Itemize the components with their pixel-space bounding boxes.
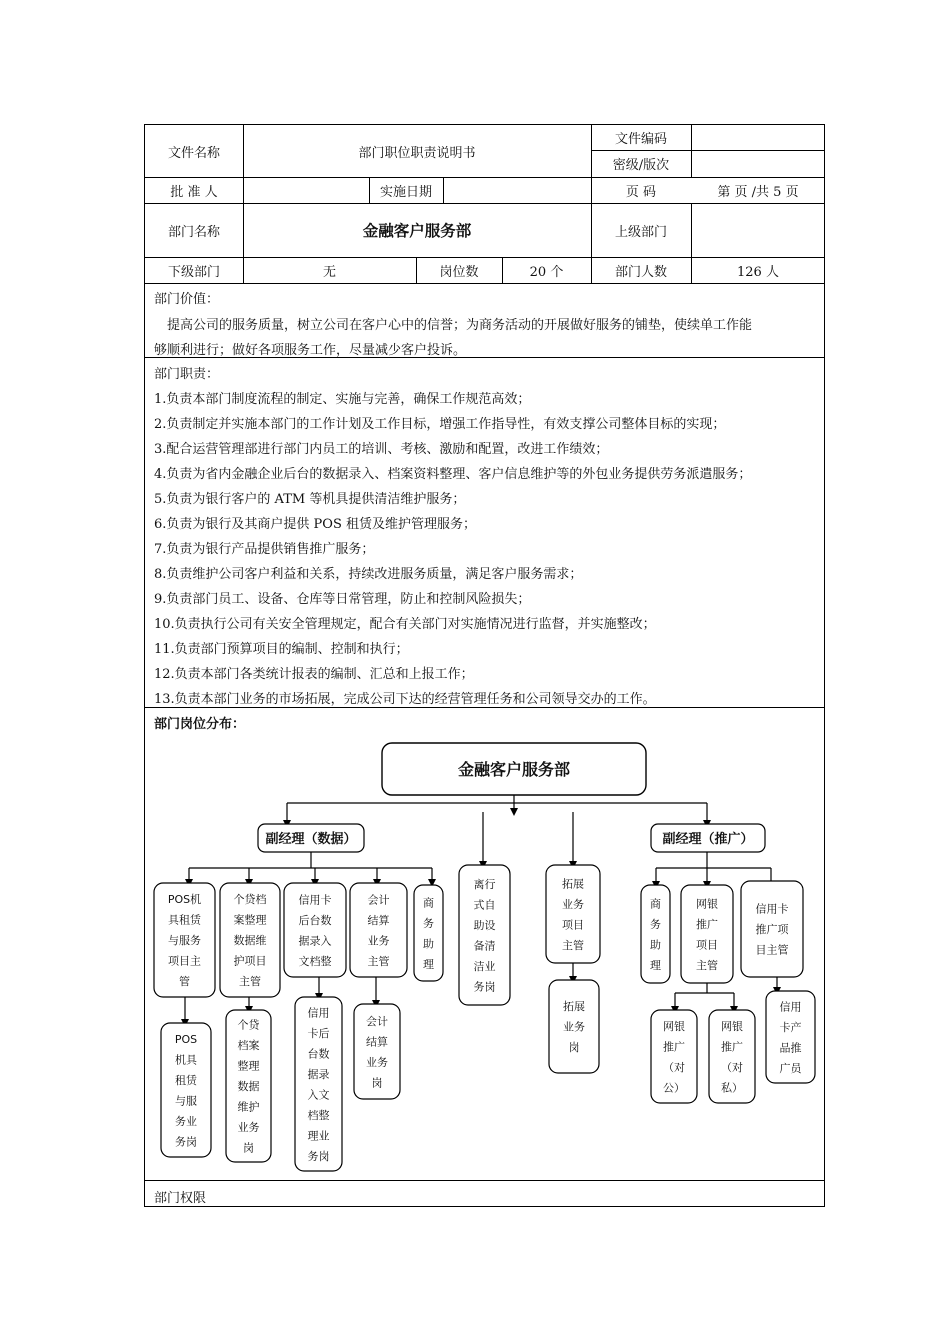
vp-promo-box-label: 副经理（推广） <box>662 831 754 847</box>
offline-box-label: 备清 <box>473 939 496 953</box>
authority-heading: 部门权限 <box>154 1191 207 1206</box>
card-promo-staff-box-label: 信用 <box>779 1000 802 1014</box>
pos-mgr-box-label: 管 <box>179 975 190 989</box>
ebank-mgr-box-label: 网银 <box>696 897 718 911</box>
offline-box-label: 离行 <box>473 877 496 891</box>
card-promo-staff-box-label: 品推 <box>779 1041 802 1055</box>
duty-item: 2.负责制定并实施本部门的工作计划及工作目标，增强工作指导性，有效支撑公司整体目标的实现； <box>154 417 726 432</box>
card-promo-staff-box <box>766 991 815 1083</box>
acct-mgr-box <box>350 883 407 977</box>
approver-value <box>243 177 369 203</box>
biz-asst-1-box-label: 理 <box>423 957 434 971</box>
expand-mgr-box-label: 业务 <box>562 897 584 911</box>
expand-mgr-box-label: 拓展 <box>562 877 584 891</box>
expand-mgr-box-label: 项目 <box>562 918 584 932</box>
security-value <box>691 150 825 177</box>
upper-dept-label: 上级部门 <box>614 224 667 240</box>
card-promo-staff-box-label: 广员 <box>779 1061 802 1075</box>
pos-mgr-box-label: 具租赁 <box>168 913 201 927</box>
card-staff-box-label: 据录 <box>307 1067 330 1081</box>
pos-staff-box-label: POS <box>174 1032 198 1046</box>
org-root-box-label: 金融客户服务部 <box>457 760 571 780</box>
ebank-mgr-box-label: 推广 <box>696 917 718 931</box>
archive-staff-box-label: 整理 <box>237 1059 260 1073</box>
duty-item: 13.负责本部门业务的市场拓展，完成公司下达的经营管理任务和公司领导交办的工作。 <box>154 692 656 707</box>
duty-item: 7.负责为银行产品提供销售推广服务； <box>154 542 375 557</box>
duty-item: 6.负责为银行及其商户提供 POS 租赁及维护管理服务； <box>154 517 476 532</box>
archive-mgr-box-label: 个贷档 <box>233 893 267 907</box>
archive-staff-box-label: 个贷 <box>237 1018 260 1032</box>
positions-label: 岗位数 <box>439 264 479 280</box>
file-code-value <box>691 125 825 150</box>
archive-mgr-box-label: 主管 <box>239 975 261 989</box>
acct-mgr-box-label: 主管 <box>367 954 390 968</box>
org-heading: 部门岗位分布： <box>154 717 246 732</box>
duty-item: 10.负责执行公司有关安全管理规定，配合有关部门对实施情况进行监督，并实施整改； <box>154 617 656 632</box>
ebank-corp-box-label: 网银 <box>663 1019 685 1033</box>
biz-asst-2-box-label: 助 <box>650 938 661 952</box>
acct-staff-box <box>354 1004 400 1099</box>
duty-item: 4.负责为省内金融企业后台的数据录入、档案资料整理、客户信息维护等的外包业务提供劳务派遣服务； <box>154 467 752 482</box>
ebank-corp-box-label: （对 <box>663 1060 685 1074</box>
archive-mgr-box-label: 护项目 <box>233 954 267 968</box>
card-staff-box-label: 入文 <box>307 1088 330 1102</box>
offline-box-label: 助设 <box>473 918 496 932</box>
biz-asst-2-box-label: 理 <box>650 958 661 972</box>
archive-staff-box-label: 业务 <box>237 1121 260 1135</box>
archive-staff-box-label: 维护 <box>237 1100 260 1114</box>
card-staff-box-label: 台数 <box>307 1047 330 1061</box>
ebank-mgr-box-label: 主管 <box>696 958 718 972</box>
headcount-label: 部门人数 <box>614 264 667 280</box>
duty-item: 3.配合运营管理部进行部门内员工的培训、考核、激励和配置，改进工作绩效； <box>154 442 609 457</box>
vp-data-box <box>258 824 364 852</box>
biz-asst-2-box <box>641 885 670 983</box>
security-label: 密级/版次 <box>612 158 670 173</box>
pos-mgr-box-label: 项目主 <box>168 954 201 968</box>
page-value: 第 页 /共 5 页 <box>717 184 799 200</box>
file-name-label: 文件名称 <box>167 145 220 161</box>
expand-staff-box <box>549 980 599 1073</box>
card-staff-box-label: 理业 <box>307 1129 330 1143</box>
upper-dept-value <box>691 203 825 257</box>
ebank-priv-box <box>709 1010 755 1103</box>
biz-asst-2-box-label: 商 <box>650 897 661 911</box>
org-root-box <box>382 743 646 795</box>
pos-mgr-box-label: 与服务 <box>168 934 201 948</box>
pos-staff-box <box>161 1023 211 1157</box>
rule-org <box>145 1180 825 1181</box>
ebank-priv-box-label: 网银 <box>721 1019 743 1033</box>
expand-mgr-box-label: 主管 <box>562 938 584 952</box>
rule-row4 <box>145 283 825 284</box>
offline-box-label: 式自 <box>473 898 496 912</box>
card-promo-staff-box-label: 卡产 <box>779 1020 802 1034</box>
acct-mgr-box-label: 业务 <box>367 934 390 948</box>
pos-mgr-box <box>154 883 215 997</box>
value-heading: 部门价值： <box>154 292 220 307</box>
card-staff-box <box>295 997 342 1171</box>
ebank-corp-box-label: 公） <box>663 1081 685 1095</box>
ebank-priv-box-label: （对 <box>721 1060 743 1074</box>
pos-staff-box-label: 与服 <box>175 1094 197 1108</box>
dept-name-value: 金融客户服务部 <box>362 222 472 240</box>
impl-date-value <box>443 177 591 203</box>
acct-staff-box-label: 结算 <box>366 1035 388 1049</box>
dept-name-label: 部门名称 <box>167 224 220 240</box>
ebank-corp-box <box>651 1010 697 1103</box>
archive-staff-box <box>226 1010 271 1162</box>
archive-mgr-box-label: 数据维 <box>233 934 267 948</box>
expand-mgr-box <box>546 865 600 963</box>
duty-item: 11.负责部门预算项目的编制、控制和执行； <box>154 642 409 657</box>
archive-mgr-box-label: 案整理 <box>233 913 267 927</box>
file-name-value: 部门职位职责说明书 <box>358 145 476 161</box>
archive-mgr-box <box>220 883 280 997</box>
card-promo-mgr-box-label: 推广项 <box>755 923 789 937</box>
duties-heading: 部门职责： <box>154 367 220 382</box>
biz-asst-1-box <box>414 885 443 981</box>
card-staff-box-label: 信用 <box>307 1006 330 1020</box>
acct-staff-box-label: 岗 <box>371 1076 383 1090</box>
acct-mgr-box-label: 结算 <box>367 913 390 927</box>
offline-box-label: 务岗 <box>473 980 496 994</box>
org-chart <box>145 735 825 1180</box>
biz-asst-1-box-label: 助 <box>423 937 434 951</box>
document-page <box>144 124 825 1207</box>
archive-staff-box-label: 档案 <box>237 1039 260 1053</box>
vp-promo-box <box>651 824 765 852</box>
acct-staff-box-label: 会计 <box>366 1014 388 1028</box>
pos-staff-box-label: 务岗 <box>175 1135 197 1149</box>
vp-data-box-label: 副经理（数据） <box>265 831 357 847</box>
value-line-1: 提高公司的服务质量，树立公司在客户心中的信誉；为商务活动的开展做好服务的铺垫，使续单工作能 <box>167 318 753 333</box>
card-mgr-box <box>284 883 346 977</box>
duty-item: 5.负责为银行客户的 ATM 等机具提供清洁维护服务； <box>154 492 466 507</box>
duty-item: 1.负责本部门制度流程的制定、实施与完善，确保工作规范高效； <box>154 392 531 407</box>
ebank-corp-box-label: 推广 <box>663 1040 685 1054</box>
biz-asst-2-box-label: 务 <box>650 917 661 931</box>
headcount-value: 126 人 <box>737 264 779 280</box>
archive-staff-box-label: 数据 <box>237 1080 260 1094</box>
impl-date-label: 实施日期 <box>379 184 432 200</box>
expand-staff-box-label: 岗 <box>568 1041 580 1055</box>
pos-staff-box-label: 务业 <box>175 1114 197 1128</box>
card-promo-mgr-box-label: 目主管 <box>755 943 789 957</box>
expand-staff-box-label: 拓展 <box>563 1000 585 1014</box>
card-mgr-box-label: 后台数 <box>298 913 332 927</box>
card-promo-mgr-box <box>741 881 803 977</box>
expand-staff-box-label: 业务 <box>563 1020 585 1034</box>
duty-item: 9.负责部门员工、设备、仓库等日常管理，防止和控制风险损失； <box>154 592 531 607</box>
card-mgr-box-label: 据录入 <box>298 934 332 948</box>
card-mgr-box-label: 信用卡 <box>298 893 332 907</box>
offline-box-label: 洁业 <box>473 959 496 973</box>
biz-asst-1-box-label: 务 <box>423 916 434 930</box>
pos-staff-box-label: 机具 <box>175 1053 197 1067</box>
card-mgr-box-label: 文档整 <box>298 954 332 968</box>
card-staff-box-label: 档整 <box>307 1108 330 1122</box>
sub-dept-label: 下级部门 <box>167 264 220 280</box>
approver-label: 批 准 人 <box>170 184 218 200</box>
biz-asst-1-box-label: 商 <box>423 896 434 910</box>
acct-mgr-box-label: 会计 <box>367 893 390 907</box>
ebank-priv-box-label: 私） <box>721 1081 743 1095</box>
value-line-2: 够顺利进行；做好各项服务工作，尽量减少客户投诉。 <box>154 343 467 358</box>
rule-duties <box>145 707 825 708</box>
card-staff-box-label: 务岗 <box>307 1149 330 1163</box>
ebank-mgr-box-label: 项目 <box>696 938 718 952</box>
archive-staff-box-label: 岗 <box>243 1141 254 1155</box>
duty-item: 8.负责维护公司客户利益和关系，持续改进服务质量，满足客户服务需求； <box>154 567 583 582</box>
positions-value: 20 个 <box>529 264 564 280</box>
page-label: 页 码 <box>625 184 657 200</box>
duty-item: 12.负责本部门各类统计报表的编制、汇总和上报工作； <box>154 667 474 682</box>
ebank-mgr-box <box>681 885 733 983</box>
sub-dept-value: 无 <box>322 264 336 280</box>
file-code-label: 文件编码 <box>614 132 667 147</box>
offline-box <box>459 865 510 1005</box>
acct-staff-box-label: 业务 <box>366 1055 388 1069</box>
card-staff-box-label: 卡后 <box>307 1026 330 1040</box>
card-promo-mgr-box-label: 信用卡 <box>755 902 789 916</box>
ebank-priv-box-label: 推广 <box>721 1040 743 1054</box>
pos-mgr-box-label: POS机 <box>167 893 202 907</box>
pos-staff-box-label: 租赁 <box>175 1073 197 1087</box>
